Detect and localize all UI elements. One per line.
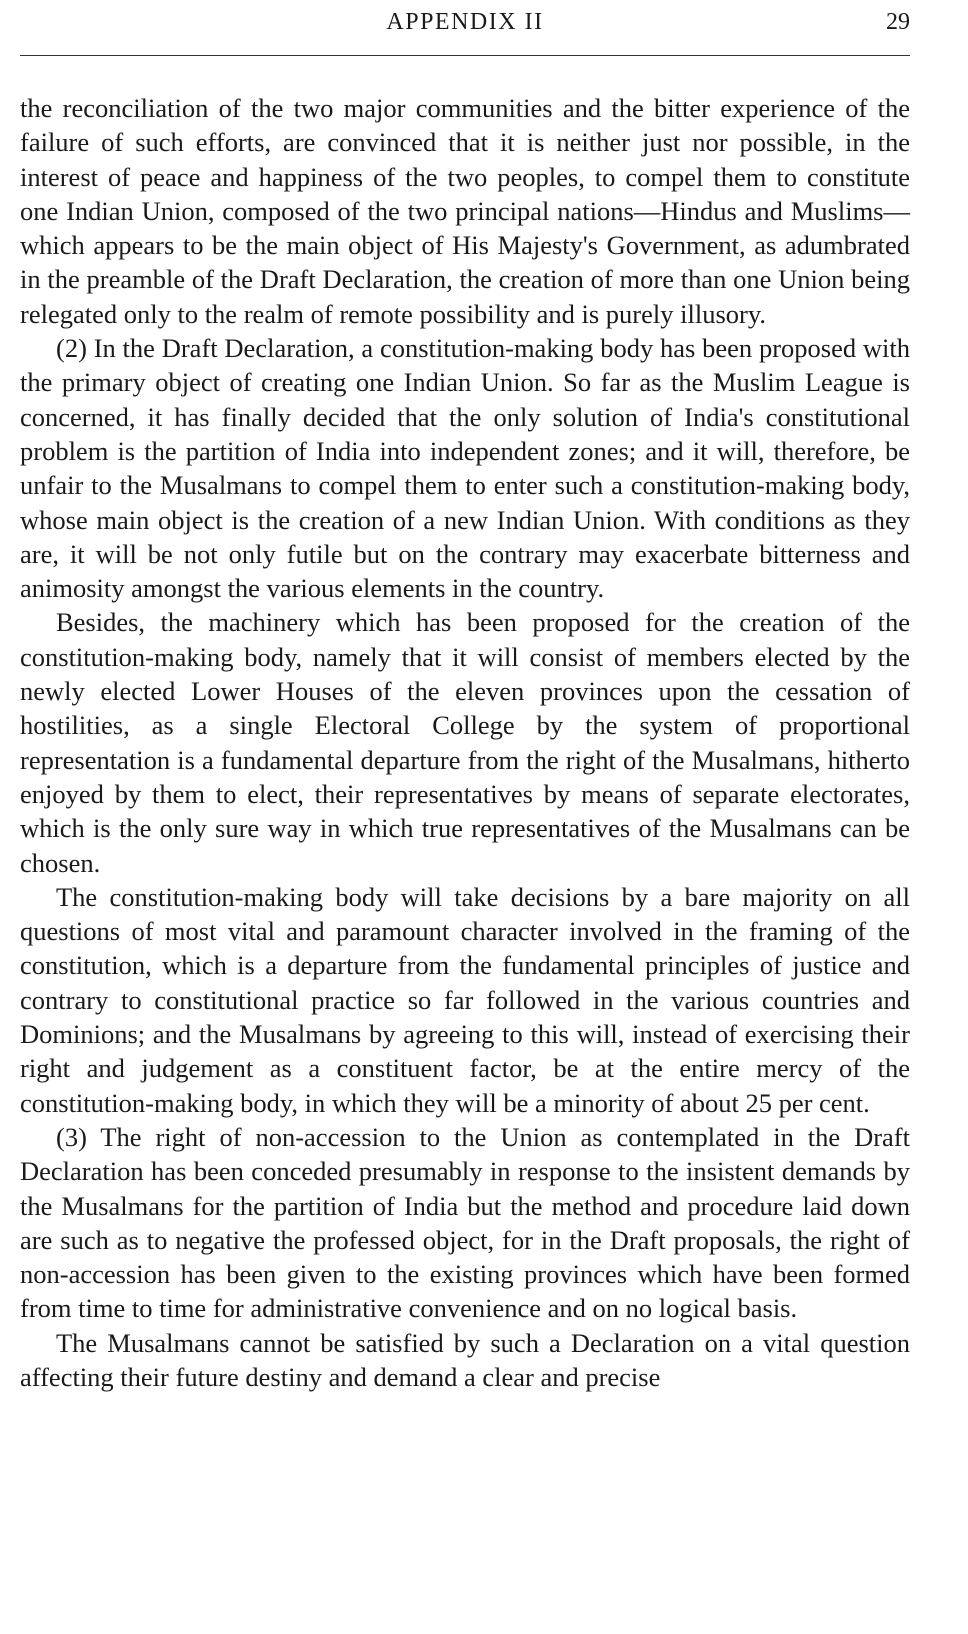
- paragraph: (2) In the Draft Declaration, a constitution-making body has been proposed with the primary object of creating one Indian Union. So far as the Muslim League is concerned, it has finally decided that the only solution of India's constitutional problem is the partition of India into independent zones; and it will, therefore, be unfair to the Musalmans to compel them to enter such a constitution-making body, whose main object is the creation of a new Indian Union. With conditions as they are, it will be not only futile but on the contrary may exacerbate bitterness and animosity amongst the various elements in the country.: [20, 333, 910, 604]
- header-rule: [20, 55, 910, 56]
- paragraph: the reconciliation of the two major communities and the bitter experience of the failure of such efforts, are convinced that it is neither just nor possible, in the interest of peace and happiness of the two peoples, to compel them to constitute one Indian Union, composed of the two principal nations—Hindus and Muslims—which appears to be the main object of His Majesty's Government, as adumbrated in the preamble of the Draft Declaration, the creation of more than one Union being relegated only to the realm of remote possibility and is purely illusory.: [20, 93, 910, 329]
- running-head: APPENDIX II: [386, 9, 544, 35]
- paragraph: (3) The right of non-accession to the Union as contemplated in the Draft Declaration has been conceded presumably in response to the insistent demands by the Musalmans for the partition of India but the method and procedure laid down are such as to negative the professed object, for in the Draft proposals, the right of non-accession has been given to the existing provinces which have been formed from time to time for administrative convenience and on no logical basis.: [20, 1121, 910, 1324]
- paragraph: The constitution-making body will take decisions by a bare majority on all questions of most vital and paramount character involved in the framing of the constitution, which is a departure from the fundamental principles of justice and contrary to constitutional practice so far followed in the various countries and Dominions; and the Musalmans by agreeing to this will, instead of exercising their right and judgement as a constituent factor, be at the entire mercy of the constitution-making body, in which they will be a minority of about 25 per cent.: [20, 881, 910, 1118]
- body-text: [20, 91, 910, 1394]
- paragraph: Besides, the machinery which has been proposed for the creation of the constitution-making body, namely that it will consist of members elected by the newly elected Lower Houses of the eleven provinces upon the cessation of hostilities, as a single Electoral College by the system of proportional representation is a fundamental departure from the right of the Musalmans, hitherto enjoyed by them to elect, their representatives by means of separate electorates, which is the only sure way in which true representatives of the Musalmans can be chosen.: [20, 607, 910, 878]
- page-header: [20, 6, 910, 46]
- page-number: 29: [886, 9, 910, 35]
- paragraph: The Musalmans cannot be satisfied by such a Declaration on a vital question affecting their future destiny and demand a clear and precise: [20, 1327, 910, 1392]
